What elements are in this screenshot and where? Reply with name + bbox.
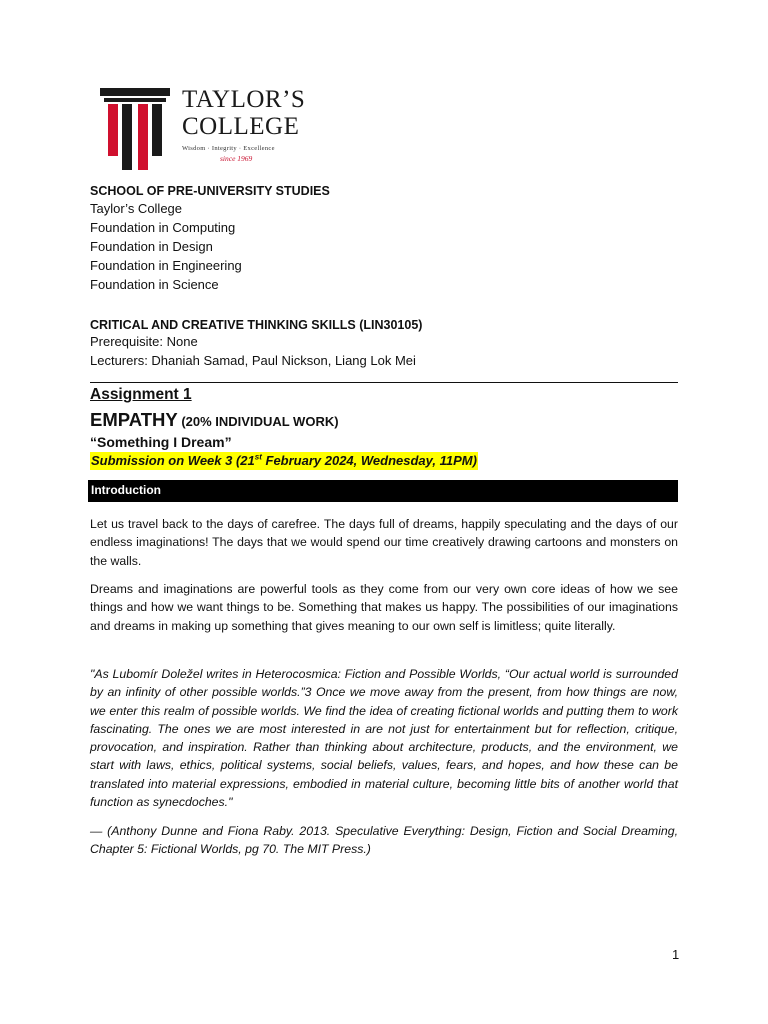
program-line: Foundation in Engineering bbox=[90, 258, 242, 273]
logo-wordmark-line2: COLLEGE bbox=[182, 113, 300, 140]
section-header-bar bbox=[88, 480, 678, 502]
program-line: Foundation in Computing bbox=[90, 220, 236, 235]
section-heading: Introduction bbox=[91, 483, 161, 497]
program-line: Foundation in Science bbox=[90, 277, 219, 292]
page-number: 1 bbox=[672, 947, 680, 962]
program-line: Taylor’s College bbox=[90, 201, 183, 216]
column-emblem-icon bbox=[100, 88, 170, 170]
paragraph-quote: "As Lubomír Doležel writes in Heterocosmica: Fiction and Possible Worlds, “Our actual world is surrounded by an infinity of other possible worlds.”3 Once we move away from the present, from how things are now, we enter this realm of possible worlds. We find the idea of creating fictional worlds and putting them to work fascinating. The ones we are most interested in are not just for entertainment but for reflection, critique, provocation, and inspiration. Rather than thinking about architecture, products, and the environment, we start with laws, ethics, political systems, social beliefs, values, fears, and hopes, and how these can be translated into material expressions, embodied in material culture, becoming little bits of another world that function as synecdoches." bbox=[90, 667, 678, 810]
paragraph-dreams: Dreams and imaginations are powerful tools as they come from our very own core ideas of how we see things and how we want things to be. Something that makes us happy. The possibilities of our imaginations and dreams in making up something that gives meaning to our own self is limitless; quite literally. bbox=[90, 582, 678, 633]
submission-sup: st bbox=[254, 452, 262, 462]
submission-prefix: Submission on Week 3 (21 bbox=[91, 453, 255, 468]
citation: — (Anthony Dunne and Fiona Raby. 2013. Speculative Everything: Design, Fiction and Social Dreaming, Chapter 5: Fictional Worlds, pg 70. The MIT Press.) bbox=[90, 824, 678, 857]
course-title: CRITICAL AND CREATIVE THINKING SKILLS (LIN30105) bbox=[90, 318, 423, 332]
divider bbox=[90, 382, 678, 383]
theme-weight: (20% INDIVIDUAL WORK) bbox=[177, 414, 339, 429]
submission-suffix: February 2024, Wednesday, 11PM) bbox=[261, 453, 477, 468]
submission-deadline bbox=[90, 452, 478, 470]
theme-word: EMPATHY bbox=[90, 409, 178, 430]
program-line: Foundation in Design bbox=[90, 239, 213, 254]
lecturers: Lecturers: Dhaniah Samad, Paul Nickson, Liang Lok Mei bbox=[90, 353, 416, 368]
assignment-theme bbox=[90, 407, 339, 435]
college-logo bbox=[90, 76, 312, 176]
prerequisite: Prerequisite: None bbox=[90, 334, 198, 349]
paragraph-intro: Let us travel back to the days of carefree. The days full of dreams, happily speculating and the days of our endless imaginations! The days that we would spend our time creatively drawing cartoons and monsters on the walls. bbox=[90, 517, 678, 568]
assignment-subtitle: “Something I Dream” bbox=[90, 434, 232, 450]
logo-since: since 1969 bbox=[220, 154, 253, 163]
assignment-title: Assignment 1 bbox=[90, 386, 192, 403]
logo-wordmark-line1: TAYLOR’S bbox=[182, 86, 306, 113]
logo-tagline: Wisdom · Integrity · Excellence bbox=[182, 145, 275, 152]
school-name: SCHOOL OF PRE-UNIVERSITY STUDIES bbox=[90, 184, 330, 198]
